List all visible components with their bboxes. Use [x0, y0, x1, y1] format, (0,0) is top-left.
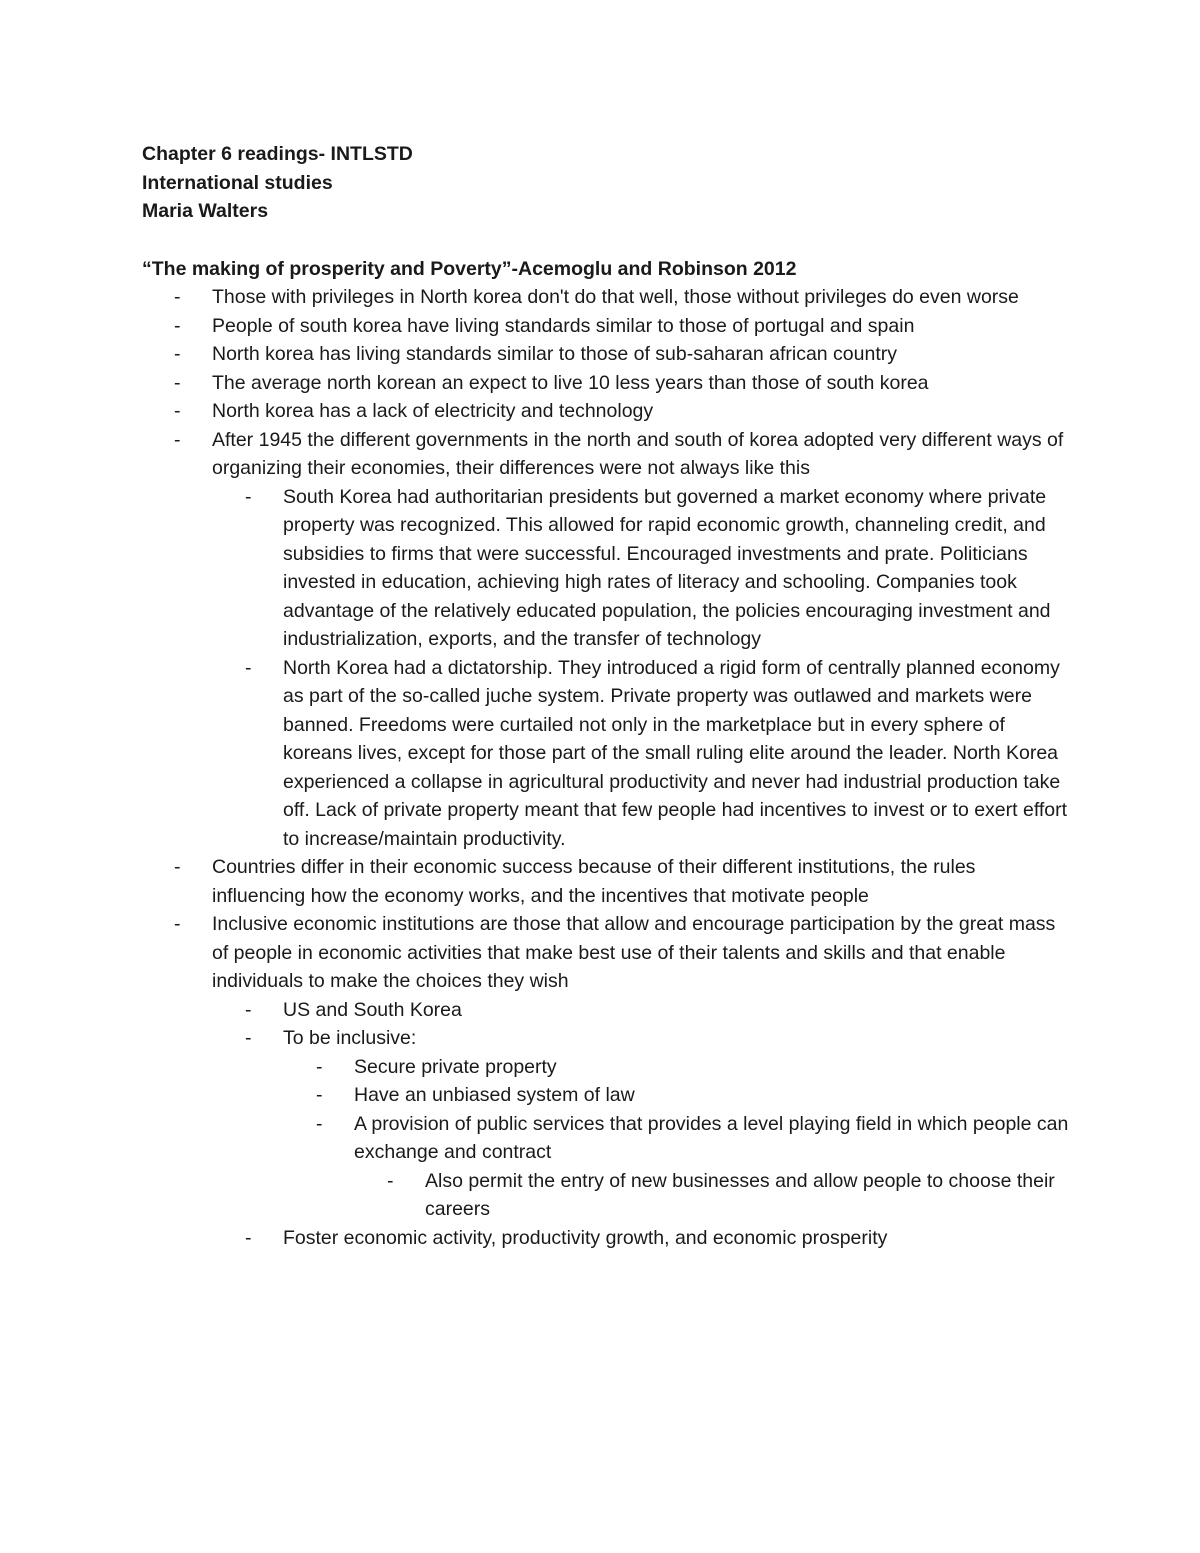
bullet-dash: -: [245, 1226, 252, 1249]
bullet-dash: -: [316, 1055, 323, 1078]
sub-list-item-text: Foster economic activity, productivity growth, and economic prosperity: [283, 1226, 888, 1249]
sub-sub-list-item: [284, 1081, 1072, 1110]
sub-sub-list-item-text: A provision of public services that provides a level playing field in which people can exchange and contract: [354, 1112, 1069, 1163]
bullet-dash: -: [174, 314, 181, 337]
sub-list-item-text: To be inclusive:: [283, 1027, 417, 1049]
bullet-dash: -: [316, 1112, 323, 1135]
list-item-text: North korea has living standards similar to those of sub-saharan african country: [212, 343, 898, 365]
document-title: Chapter 6 readings- INTLSTD: [142, 143, 413, 165]
section-heading: “The making of prosperity and Poverty”-Acemoglu and Robinson 2012: [142, 257, 797, 280]
bullet-dash: -: [174, 428, 181, 451]
notes-list: [142, 283, 1072, 1252]
sub-sub-list-item: [284, 1053, 1072, 1082]
list-item: [142, 283, 1072, 312]
list-item-text: North korea has a lack of electricity and technology: [212, 400, 654, 422]
bullet-dash: -: [245, 998, 252, 1021]
bullet-dash: -: [174, 400, 181, 422]
sub-list-item-text: South Korea had authoritarian presidents but governed a market economy where private property was recognized. This allowed for rapid economic growth, channeling credit, and subsidies to firms that were successful. Encouraged investments and prate. Politicians invested in education, achieving high rates of literacy and schooling. Companies took advantage of the relatively educated population, the policies encouraging investment and industrialization, exports, and the transfer of technology: [283, 485, 1051, 650]
list-item-text: People of south korea have living standards similar to those of portugal and spain: [212, 314, 915, 337]
sub-list-item-text: North Korea had a dictatorship. They introduced a rigid form of centrally planned economy as part of the so-called juche system. Private property was outlawed and markets were banned. Freedoms were curtailed not only in the marketplace but in every sphere of koreans lives, except for those part of the small ruling elite around the leader. North Korea experienced a collapse in agricultural productivity and never had industrial production take off. Lack of private property meant that few people had incentives to invest or to exert effort to increase/maintain productivity.: [283, 656, 1068, 850]
sub-sub-list-item: [284, 1110, 1072, 1224]
sub-list: [142, 996, 1072, 1253]
document-page: [142, 140, 1072, 1252]
sub-list-item: [213, 483, 1072, 654]
list-item: [142, 426, 1072, 854]
bullet-dash: -: [245, 485, 252, 508]
bullet-dash: -: [174, 856, 181, 878]
list-item-text: After 1945 the different governments in the north and south of korea adopted very different ways of organizing their economies, their differences were not always like this: [212, 428, 1064, 479]
list-item-text: Those with privileges in North korea don't do that well, those without privileges do even worse: [212, 286, 1019, 308]
sub-list-item: [213, 654, 1072, 854]
sub-sub-list: [213, 1053, 1072, 1224]
sub-sub-list-item-text: Secure private property: [354, 1055, 557, 1078]
bullet-dash: -: [174, 371, 181, 394]
sub-sub-sub-list: [284, 1167, 1072, 1224]
list-item: [142, 397, 1072, 426]
sub-sub-sub-list-item: [355, 1167, 1072, 1224]
bullet-dash: -: [245, 656, 252, 679]
bullet-dash: -: [174, 286, 181, 308]
bullet-dash: -: [174, 913, 181, 935]
course-name: International studies: [142, 171, 333, 194]
bullet-dash: -: [174, 343, 181, 365]
list-item: [142, 910, 1072, 1252]
bullet-dash: -: [316, 1084, 323, 1106]
list-item-text: Inclusive economic institutions are those that allow and encourage participation by the great mass of people in economic activities that make best use of their talents and skills and that enable individuals to make the choices they wish: [212, 913, 1056, 992]
sub-list-item: [213, 996, 1072, 1025]
sub-list-item: [213, 1024, 1072, 1224]
bullet-dash: -: [245, 1027, 252, 1049]
sub-sub-sub-list-item-text: Also permit the entry of new businesses and allow people to choose their careers: [425, 1169, 1055, 1220]
list-item: [142, 312, 1072, 341]
sub-list-item: [213, 1224, 1072, 1253]
list-item: [142, 853, 1072, 910]
author-name: Maria Walters: [142, 200, 269, 222]
sub-list-item-text: US and South Korea: [283, 998, 462, 1021]
list-item-text: Countries differ in their economic success because of their different institutions, the rules influencing how the economy works, and the incentives that motivate people: [212, 856, 976, 907]
sub-sub-list-item-text: Have an unbiased system of law: [354, 1084, 635, 1106]
list-item: [142, 340, 1072, 369]
list-item-text: The average north korean an expect to live 10 less years than those of south korea: [212, 371, 929, 394]
sub-list: [142, 483, 1072, 854]
bullet-dash: -: [387, 1169, 394, 1192]
list-item: [142, 369, 1072, 398]
